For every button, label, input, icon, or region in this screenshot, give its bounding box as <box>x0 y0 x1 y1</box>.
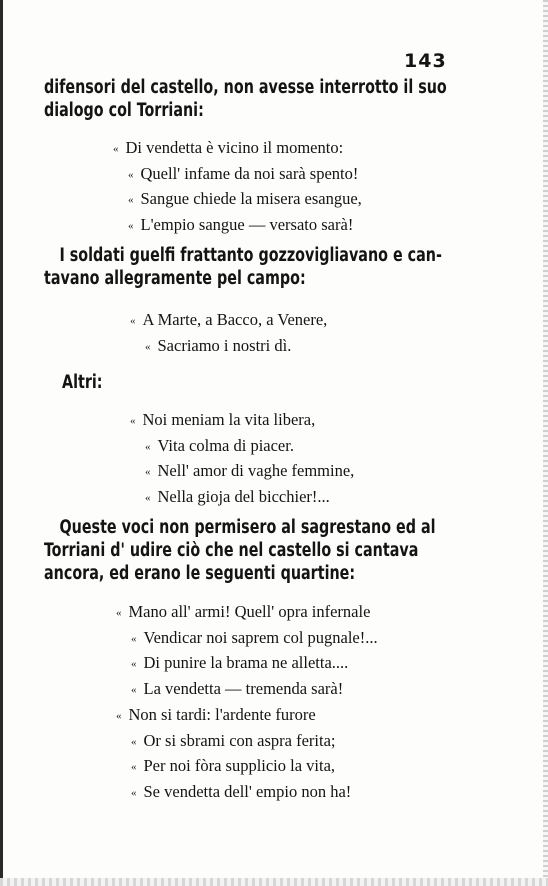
prose-line: difensori del castello, non avesse interrotto il suo <box>44 77 447 98</box>
verse-text: Vita colma di piacer. <box>157 435 294 455</box>
verse-text: Se vendetta dell' empio non ha! <box>143 781 352 801</box>
verse-stanza-3 <box>130 408 355 510</box>
prose-line: ancora, ed erano le seguenti quartine: <box>44 563 356 584</box>
verse-text: A Marte, a Bacco, a Venere, <box>142 310 328 329</box>
verse-line <box>145 334 342 360</box>
verse-stanza-4 <box>116 600 378 702</box>
prose-line: tavano allegramente pel campo: <box>44 268 306 289</box>
verse-line <box>113 136 347 162</box>
verse-text: Nella gioja del bicchier!... <box>157 486 330 506</box>
verse-text: Vendicar noi saprem col pugnale!... <box>143 627 378 647</box>
verse-text: Di vendetta è vicino il momento: <box>125 138 344 157</box>
page-edge-right <box>543 0 548 886</box>
verse-stanza-1 <box>113 136 362 238</box>
quote-mark: « <box>131 735 136 748</box>
prose-line: dialogo col Torriani: <box>44 100 204 121</box>
verse-line <box>128 213 362 239</box>
prose-line: Queste voci non permisero al sagrestano ed al <box>59 517 436 538</box>
page-edge-left <box>0 0 3 886</box>
prose-paragraph-1 <box>44 76 447 122</box>
quote-mark: « <box>145 340 150 353</box>
verse-stanza-2 <box>130 308 327 359</box>
quote-mark: « <box>131 683 136 696</box>
quote-mark: « <box>145 440 150 453</box>
verse-text: La vendetta — tremenda sarà! <box>143 678 344 698</box>
verse-text: Noi meniam la vita libera, <box>142 410 316 429</box>
prose-line: Altri: <box>62 372 103 393</box>
verse-text: Sangue chiede la misera esangue, <box>140 189 362 208</box>
verse-text: Or si sbrami con aspra ferita; <box>143 730 336 750</box>
verse-text: Mano all' armi! Quell' opra infernale <box>128 602 371 621</box>
verse-text: L'empio sangue — versato sarà! <box>140 214 354 234</box>
quote-mark: « <box>116 607 121 619</box>
verse-text: Non si tardi: l'ardente furore <box>128 705 316 724</box>
verse-line <box>145 434 354 460</box>
speaker-label <box>62 371 423 394</box>
quote-mark: « <box>131 761 136 773</box>
prose-paragraph-2 <box>44 244 442 290</box>
prose-paragraph-3 <box>44 516 436 585</box>
verse-line <box>116 703 336 729</box>
verse-line <box>131 651 385 677</box>
quote-mark: « <box>145 491 150 504</box>
quote-mark: « <box>113 143 118 155</box>
prose-line: I soldati guelfi frattanto gozzovigliavano e can- <box>59 245 442 266</box>
quote-mark: « <box>128 219 133 232</box>
verse-line <box>130 408 339 434</box>
verse-line <box>131 729 351 755</box>
verse-line <box>131 754 351 780</box>
verse-text: Per noi fòra supplicio la vita, <box>143 756 336 775</box>
verse-text: Sacriamo i nostri dì. <box>157 335 292 355</box>
verse-text: Di punire la brama ne alletta.... <box>143 653 349 672</box>
prose-line: Torriani d' udire ciò che nel castello si cantava <box>44 540 419 561</box>
verse-line <box>145 459 354 485</box>
verse-line <box>145 485 354 511</box>
verse-text: Nell' amor di vaghe femmine, <box>157 461 355 480</box>
verse-line <box>128 187 362 213</box>
verse-line <box>131 780 351 806</box>
verse-line <box>128 162 362 188</box>
quote-mark: « <box>130 415 135 427</box>
quote-mark: « <box>128 194 133 206</box>
page-number: 143 <box>404 50 447 72</box>
quote-mark: « <box>145 466 150 478</box>
verse-line <box>116 600 370 626</box>
page-edge-bottom <box>0 878 548 886</box>
verse-stanza-5 <box>116 703 352 805</box>
quote-mark: « <box>131 632 136 645</box>
quote-mark: « <box>131 786 136 799</box>
quote-mark: « <box>131 658 136 670</box>
verse-line <box>131 677 385 703</box>
verse-text: Quell' infame da noi sarà spento! <box>140 163 359 183</box>
quote-mark: « <box>116 710 121 722</box>
verse-line <box>131 626 385 652</box>
verse-line <box>130 308 327 334</box>
quote-mark: « <box>130 315 135 327</box>
quote-mark: « <box>128 168 133 181</box>
